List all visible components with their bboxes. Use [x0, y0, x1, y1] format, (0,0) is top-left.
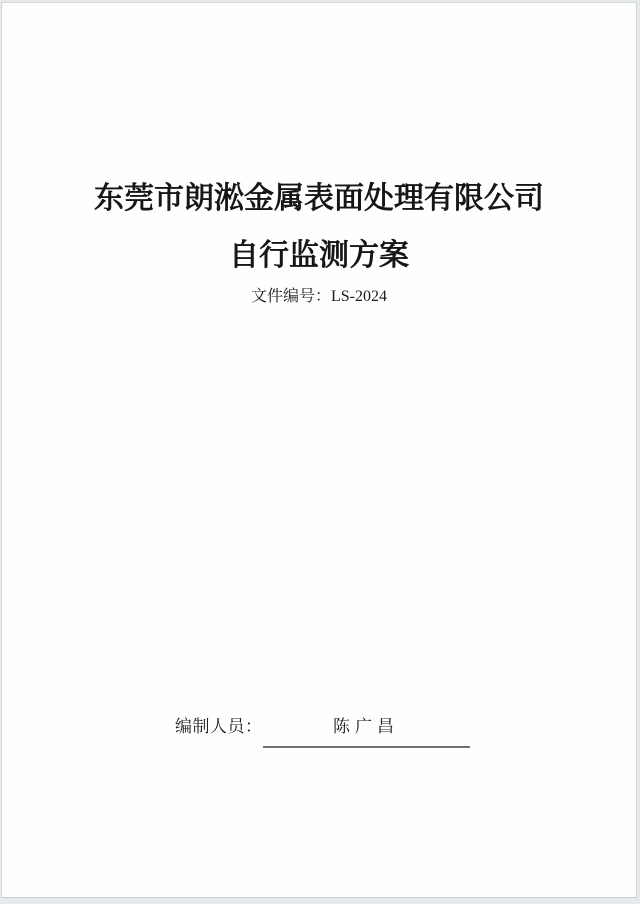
prepared-by-signature-line — [263, 717, 470, 748]
prepared-by-row — [175, 717, 470, 748]
company-name-title: 东莞市朗淞金属表面处理有限公司 — [94, 182, 544, 215]
title-block — [2, 3, 636, 306]
doc-number-label: 文件编号： — [250, 288, 331, 305]
doc-number-value: LS-2024 — [331, 288, 387, 305]
document-title: 自行监测方案 — [229, 239, 409, 272]
prepared-by-name: 陈广昌 — [333, 717, 399, 736]
prepared-by-label: 编制人员： — [175, 717, 263, 736]
doc-number-line — [2, 287, 636, 306]
cover-page — [1, 2, 637, 898]
